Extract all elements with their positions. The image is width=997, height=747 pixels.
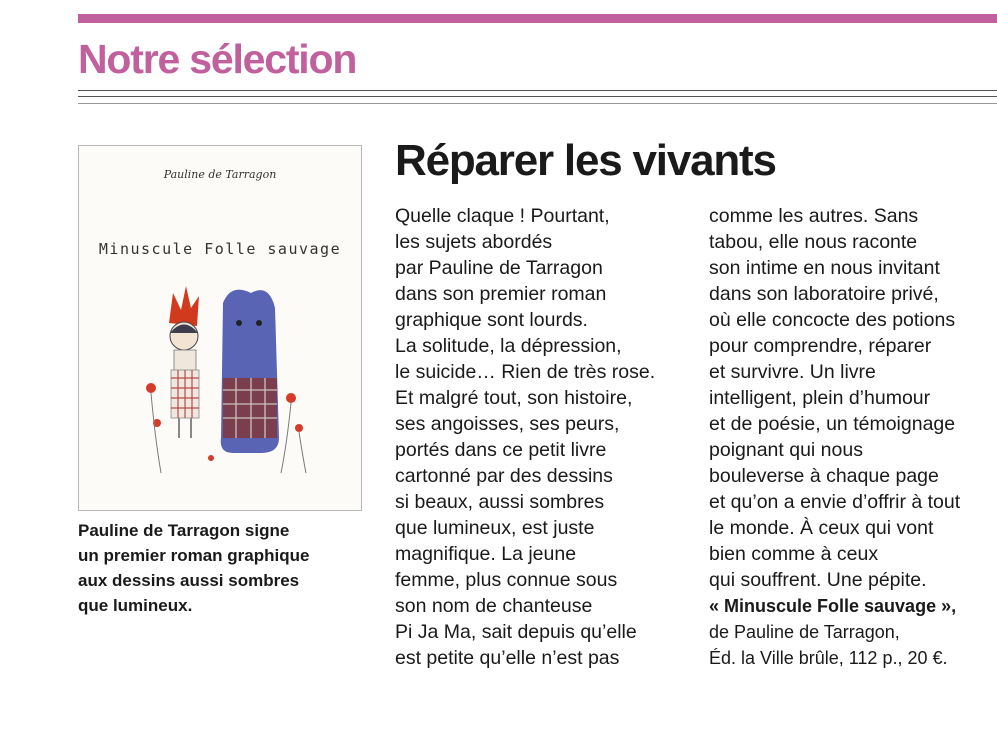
text-line: les sujets abordés (395, 231, 553, 253)
text-line: le suicide… Rien de très rose. (395, 361, 656, 383)
text-line: pour comprendre, réparer (709, 335, 932, 357)
cover-title: Minuscule Folle sauvage (98, 240, 342, 258)
book-ref-details: Éd. la Ville brûle, 112 p., 20 €. (709, 648, 948, 668)
text-line: dans son premier roman (395, 283, 607, 305)
book-cover-image (78, 145, 362, 511)
text-line: bouleverse à chaque page (709, 465, 939, 487)
text-line: son intime en nous invitant (709, 257, 940, 279)
caption-line: que lumineux. (78, 596, 193, 615)
text-line: le monde. À ceux qui vont (709, 517, 934, 539)
text-line: que lumineux, est juste (395, 517, 595, 539)
text-line: Et malgré tout, son histoire, (395, 387, 633, 409)
text-line: et survivre. Un livre (709, 361, 876, 383)
text-line: portés dans ce petit livre (395, 439, 607, 461)
text-line: et de poésie, un témoignage (709, 413, 956, 435)
caption-line: un premier roman graphique (78, 546, 310, 565)
text-line: femme, plus connue sous (395, 569, 618, 591)
text-line: bien comme à ceux (709, 543, 879, 565)
text-line: où elle concocte des potions (709, 309, 956, 331)
text-line: qui souffrent. Une pépite. (709, 569, 927, 591)
article-column-2 (709, 203, 997, 671)
article-headline: Réparer les vivants (395, 136, 776, 185)
text-line: ses angoisses, ses peurs, (395, 413, 620, 435)
rule-thin (78, 103, 997, 104)
caption-line: aux dessins aussi sombres (78, 571, 300, 590)
text-line: Quelle claque ! Pourtant, (395, 205, 610, 227)
text-line: est petite qu’elle n’est pas (395, 647, 620, 669)
section-title: Notre sélection (78, 36, 357, 82)
text-line: par Pauline de Tarragon (395, 257, 603, 279)
caption-line: Pauline de Tarragon signe (78, 521, 290, 540)
book-ref-author: de Pauline de Tarragon, (709, 622, 900, 642)
text-line: tabou, elle nous raconte (709, 231, 918, 253)
text-line: intelligent, plein d’humour (709, 387, 931, 409)
book-ref-title: « Minuscule Folle sauvage », (709, 596, 957, 616)
section-accent-bar (78, 14, 997, 23)
double-rule-top (78, 90, 997, 91)
text-line: Pi Ja Ma, sait depuis qu’elle (395, 621, 637, 643)
text-line: La solitude, la dépression, (395, 335, 622, 357)
image-caption (78, 518, 368, 618)
text-line: comme les autres. Sans (709, 205, 919, 227)
text-line: graphique sont lourds. (395, 309, 588, 331)
text-line: poignant qui nous (709, 439, 863, 461)
text-line: magnifique. La jeune (395, 543, 577, 565)
text-line: cartonné par des dessins (395, 465, 613, 487)
cover-illustration (141, 278, 311, 488)
text-line: dans son laboratoire privé, (709, 283, 939, 305)
text-line: son nom de chanteuse (395, 595, 593, 617)
text-line: si beaux, aussi sombres (395, 491, 605, 513)
double-rule-bottom (78, 96, 997, 97)
text-line: et qu’on a envie d’offrir à tout (709, 491, 961, 513)
article-column-1 (395, 203, 695, 671)
cover-author: Pauline de Tarragon (163, 168, 277, 181)
